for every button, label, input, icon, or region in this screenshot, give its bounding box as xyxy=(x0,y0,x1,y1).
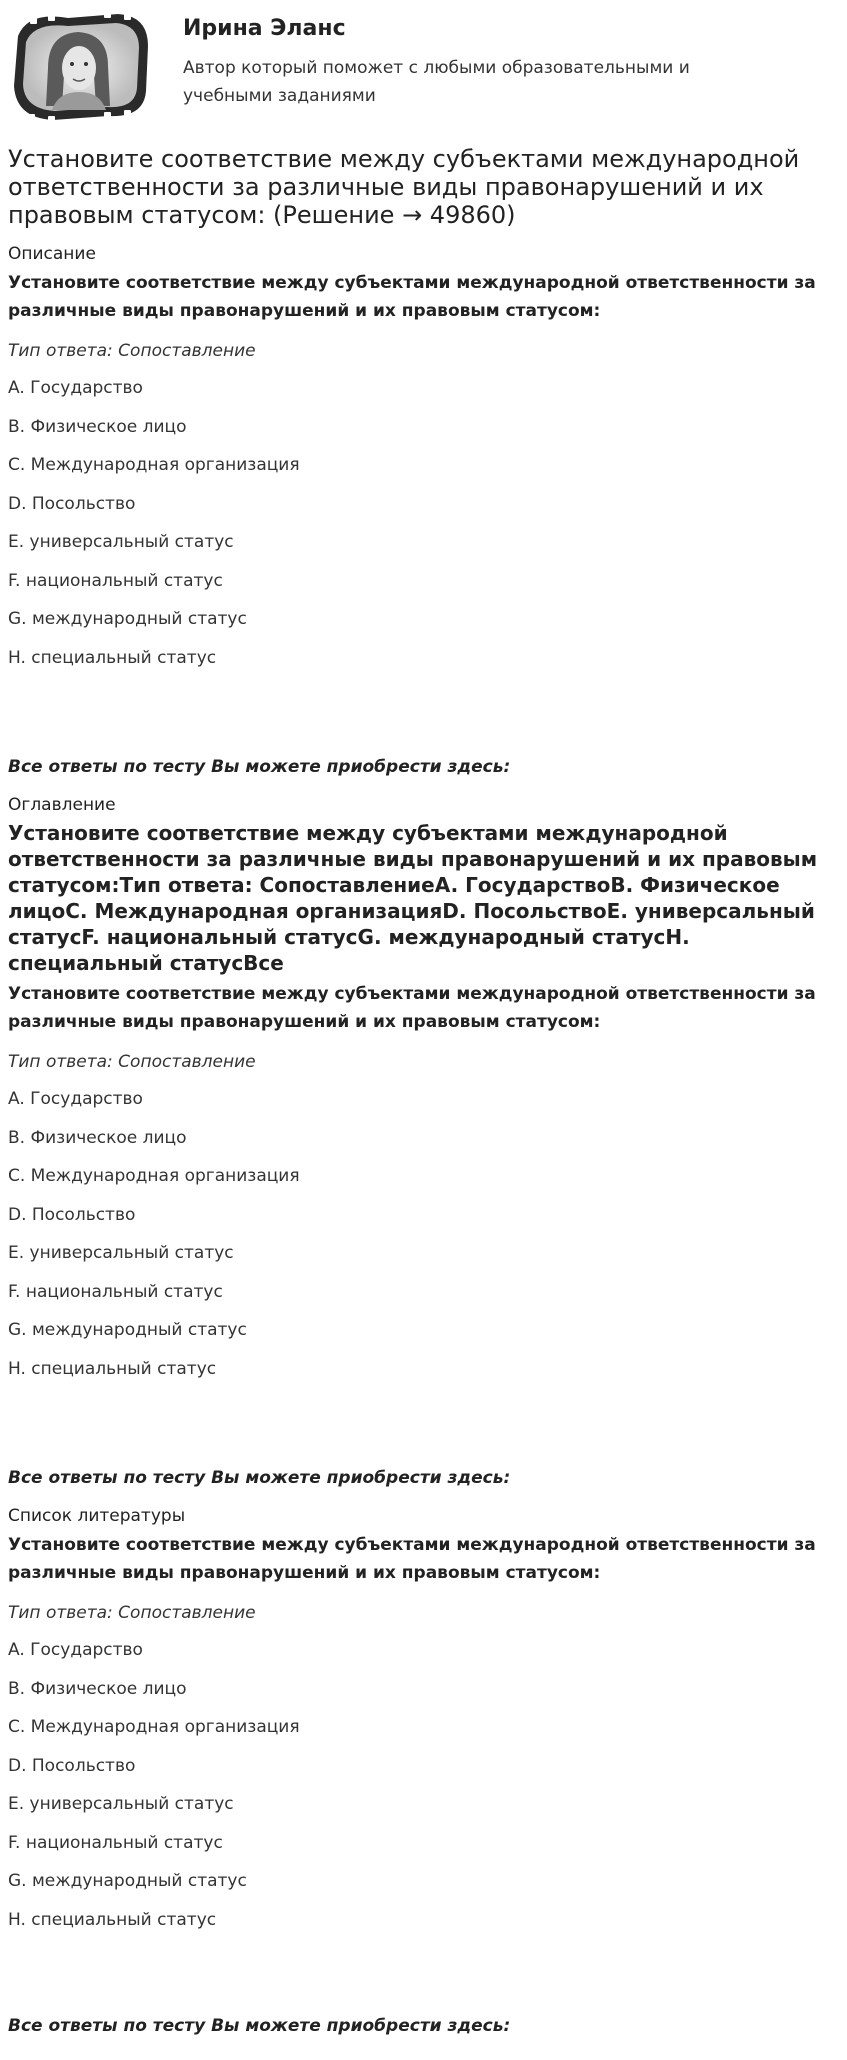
options-list xyxy=(8,1631,838,1939)
option-item: G. международный статус xyxy=(8,609,247,629)
literature-section xyxy=(8,1505,838,1939)
option-item: G. международный статус xyxy=(8,1871,247,1891)
option-item: F. национальный статус xyxy=(8,570,223,591)
option-item: D. Посольство xyxy=(8,1755,136,1776)
section-label-description: Описание xyxy=(8,244,96,264)
option-item: G. международный статус xyxy=(8,1320,247,1340)
toc-section xyxy=(8,794,838,1388)
section-label-toc: Оглавление xyxy=(8,795,116,815)
author-description: Автор который поможет с любыми образовательными и учебными заданиями xyxy=(183,58,690,106)
option-item: F. национальный статус xyxy=(8,1832,223,1853)
option-item: B. Физическое лицо xyxy=(8,416,187,437)
author-card xyxy=(8,6,839,126)
option-item: A. Государство xyxy=(8,1089,143,1109)
option-item: A. Государство xyxy=(8,1640,143,1660)
question-text: Установите соответствие между субъектами международной ответственности за различные виды правонарушений и их правовым статусом: xyxy=(8,984,816,1032)
description-section xyxy=(8,243,838,677)
option-item: H. специальный статус xyxy=(8,1358,217,1379)
section-label-literature: Список литературы xyxy=(8,1506,186,1526)
avatar[interactable] xyxy=(8,6,156,126)
buy-note: Все ответы по тесту Вы можете приобрести здесь: xyxy=(8,1468,511,1488)
option-item: H. специальный статус xyxy=(8,647,217,668)
option-item: H. специальный статус xyxy=(8,1909,217,1930)
answer-type: Тип ответа: Сопоставление xyxy=(8,341,256,361)
option-item: C. Международная организация xyxy=(8,455,300,475)
option-item: C. Международная организация xyxy=(8,1717,300,1737)
answer-type: Тип ответа: Сопоставление xyxy=(8,1052,256,1072)
option-item: B. Физическое лицо xyxy=(8,1127,187,1148)
option-item: E. универсальный статус xyxy=(8,1794,234,1814)
buy-note: Все ответы по тесту Вы можете приобрести здесь: xyxy=(8,757,511,777)
answer-type: Тип ответа: Сопоставление xyxy=(8,1603,256,1623)
question-text: Установите соответствие между субъектами международной ответственности за различные виды правонарушений и их правовым статусом: xyxy=(8,273,816,321)
option-item: D. Посольство xyxy=(8,493,136,514)
avatar-image xyxy=(8,6,156,126)
toc-heading: Установите соответствие между субъектами международной ответственности за различные виды правонарушений и их правовым статусом:Тип ответа: СопоставлениеA. ГосударствоB. Физическое лицоC. Международная организацияD. ПосольствоE. универсальный статусF. национальный статусG. международный статусH. специальный статусВсе xyxy=(8,821,818,975)
option-item: D. Посольство xyxy=(8,1204,136,1225)
option-item: C. Международная организация xyxy=(8,1166,300,1186)
buy-note: Все ответы по тесту Вы можете приобрести здесь: xyxy=(8,2016,511,2036)
option-item: B. Физическое лицо xyxy=(8,1678,187,1699)
author-name[interactable]: Ирина Эланс xyxy=(183,16,346,41)
question-text: Установите соответствие между субъектами международной ответственности за различные виды правонарушений и их правовым статусом: xyxy=(8,1535,816,1583)
options-list xyxy=(8,1080,838,1388)
option-item: E. универсальный статус xyxy=(8,1243,234,1263)
page-title: Установите соответствие между субъектами международной ответственности за различные виды правонарушений и их правовым статусом: (Решение → 49860) xyxy=(8,145,800,229)
option-item: A. Государство xyxy=(8,378,143,398)
option-item: F. национальный статус xyxy=(8,1281,223,1302)
options-list xyxy=(8,369,838,677)
option-item: E. универсальный статус xyxy=(8,532,234,552)
